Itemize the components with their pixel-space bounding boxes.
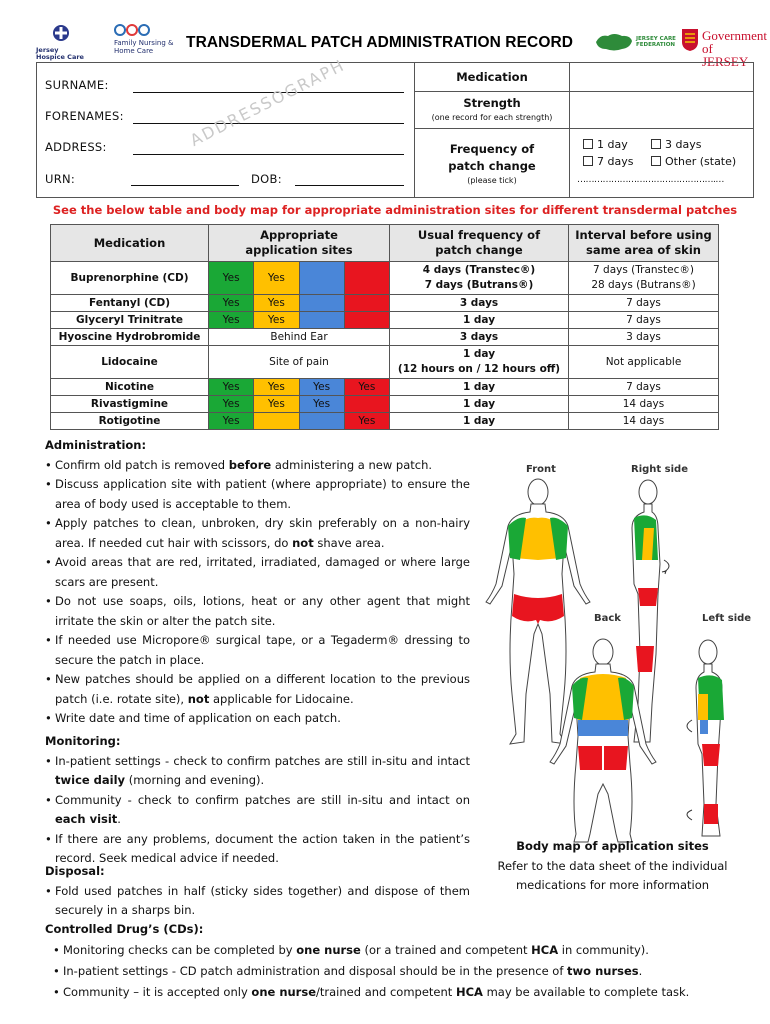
list-item-emphasis: each visit: [55, 812, 118, 826]
site-cell: Yes: [299, 396, 344, 413]
site-cell: Yes: [254, 396, 299, 413]
site-cell: [299, 262, 344, 295]
list-item: [53, 961, 760, 982]
frequency-line: 3 days: [459, 330, 499, 343]
logo-fnhc-text: Family Nursing & Home Care: [114, 39, 174, 55]
site-cell: [299, 295, 344, 312]
list-item-emphasis: before: [228, 457, 272, 472]
frequency-line: 1 day: [462, 414, 496, 427]
site-cell: Yes: [209, 262, 254, 295]
table-row: [51, 262, 719, 295]
frequency-label: [415, 141, 569, 175]
table-row: [51, 396, 719, 413]
monitoring-list: [45, 752, 470, 869]
list-item-text: Monitoring checks can be completed by: [63, 943, 297, 957]
site-cell: [299, 312, 344, 329]
list-item-text: may be available to complete task.: [482, 985, 690, 999]
frequency-cell: [390, 312, 569, 329]
frequency-label-line2: patch change: [448, 159, 536, 173]
list-item-emphasis: one nurse: [296, 943, 361, 957]
jersey-care-federation-logo: [594, 30, 676, 56]
medication-label: Medication: [456, 70, 528, 84]
site-cell: Yes: [344, 413, 389, 430]
interval-cell: [569, 379, 719, 396]
strength-field[interactable]: [571, 93, 753, 127]
list-item: [45, 514, 470, 553]
header-interval: [569, 225, 719, 262]
disposal-heading: Disposal:: [45, 864, 105, 878]
interval-line: 7 days: [626, 296, 661, 309]
medication-field[interactable]: [571, 64, 753, 90]
frequency-cell: [390, 329, 569, 346]
medication-name-cell: Glyceryl Trinitrate: [51, 312, 209, 329]
body-map-caption-line2: medications for more information: [515, 878, 710, 892]
header-interval-line1: Interval before using: [575, 228, 712, 242]
list-item-text: administering a new patch.: [271, 457, 433, 472]
frequency-cell: [390, 413, 569, 430]
other-state-line[interactable]: ………………………………………….…: [577, 175, 724, 185]
monitoring-heading: Monitoring:: [45, 734, 121, 748]
site-cell: [344, 295, 389, 312]
body-map-caption-line1: Refer to the data sheet of the individual: [497, 859, 728, 873]
surname-label: SURNAME:: [45, 78, 109, 92]
interval-line: 7 days: [626, 313, 661, 326]
checkbox-3-days[interactable]: [651, 139, 661, 149]
interval-cell: [569, 396, 719, 413]
table-row: [51, 312, 719, 329]
dob-label: DOB:: [251, 172, 282, 186]
option-7-days[interactable]: [583, 155, 633, 168]
interval-line: 14 days: [622, 414, 665, 427]
jersey-crest-icon: [681, 28, 699, 52]
option-7-days-label: 7 days: [597, 155, 634, 168]
frequency-cell: [390, 262, 569, 295]
list-item-emphasis: not: [187, 691, 210, 706]
frequency-line: 1 day: [462, 380, 496, 393]
frequency-line: 4 days (Transtec®): [422, 264, 536, 276]
option-3-days[interactable]: [651, 138, 701, 151]
patient-details-box: [36, 55, 754, 198]
fnhc-logo-icon: [114, 24, 150, 36]
interval-cell: [569, 346, 719, 379]
list-item-text: If needed use Micropore® surgical tape, or a Tegaderm® dressing to secure the patch in place.: [55, 633, 470, 667]
table-row: [51, 329, 719, 346]
site-cell: [344, 312, 389, 329]
dob-field[interactable]: [295, 185, 404, 186]
list-item: [45, 631, 470, 670]
medication-name-cell: Hyoscine Hydrobromide: [51, 329, 209, 346]
notice-text: See the below table and body map for appropriate administration sites for different transdermal patches: [52, 203, 738, 217]
frequency-cell: [390, 396, 569, 413]
address-field[interactable]: [133, 154, 404, 155]
list-item: [45, 752, 470, 791]
list-item-text: Fold used patches in half (sticky sides together) and dispose of them securely in a sharps bin.: [55, 883, 470, 917]
frequency-cell: [390, 346, 569, 379]
interval-cell: [569, 312, 719, 329]
option-other-label: Other (state): [665, 155, 737, 168]
controlled-drugs-section: [45, 919, 760, 1003]
list-item-text: (or a trained and competent: [360, 943, 532, 957]
site-cell: [299, 413, 344, 430]
medication-name-cell: Rotigotine: [51, 413, 209, 430]
medication-name-cell: Fentanyl (CD): [51, 295, 209, 312]
list-item: [45, 791, 470, 830]
list-item-text: Community – it is accepted only: [63, 985, 252, 999]
list-item-text: Confirm old patch is removed: [55, 457, 229, 472]
table-row: [51, 295, 719, 312]
list-item-emphasis: not: [292, 535, 314, 550]
medication-name-cell: Buprenorphine (CD): [51, 262, 209, 295]
list-item: [45, 456, 470, 476]
header-freq-line1: Usual frequency of: [417, 228, 541, 242]
frequency-note: (please tick): [467, 176, 517, 185]
monitoring-section: [45, 732, 470, 869]
frequency-line: 3 days: [459, 296, 499, 309]
interval-cell: [569, 329, 719, 346]
government-of-jersey-logo: [681, 28, 767, 69]
table-body: [51, 262, 719, 430]
header-sites-line2: application sites: [245, 243, 353, 257]
controlled-list: [45, 940, 760, 1003]
frequency-cell: [390, 379, 569, 396]
hospice-logo-icon: [36, 24, 86, 44]
header-sites-line1: Appropriate: [260, 228, 338, 242]
list-item-text: /trained and competent: [316, 985, 456, 999]
front-label: Front: [526, 464, 556, 475]
logo-jcf-text: JERSEY CARE FEDERATION: [636, 36, 676, 48]
list-item-text: in community).: [558, 943, 649, 957]
header-interval-line2: same area of skin: [586, 243, 701, 257]
controlled-heading: Controlled Drug’s (CDs):: [45, 922, 204, 936]
frequency-line: 1 day: [462, 348, 496, 360]
site-cell: Yes: [299, 379, 344, 396]
jersey-hospice-logo: [36, 24, 86, 61]
body-map: [468, 460, 758, 840]
frequency-cell: [390, 295, 569, 312]
list-item: [53, 940, 760, 961]
interval-cell: [569, 262, 719, 295]
table-row: [51, 379, 719, 396]
frequency-line: 1 day: [462, 397, 496, 410]
medication-name-cell: Nicotine: [51, 379, 209, 396]
addressograph-watermark: ADDRESSOGRAPH: [187, 55, 349, 150]
site-cell: Yes: [254, 262, 299, 295]
header-medication: Medication: [51, 225, 209, 262]
interval-line: 14 days: [622, 397, 665, 410]
medication-name-cell: Lidocaine: [51, 346, 209, 379]
site-cell: Yes: [344, 379, 389, 396]
site-cell: Yes: [254, 295, 299, 312]
site-cell: Yes: [209, 312, 254, 329]
list-item-emphasis: twice daily: [55, 773, 126, 787]
divider-row-1: [414, 91, 754, 92]
list-item-text: Discuss application site with patient (where appropriate) to ensure the area of body used is acceptable to them.: [55, 477, 470, 511]
list-item-emphasis: two nurses: [567, 964, 639, 978]
interval-line: 7 days: [626, 380, 661, 393]
site-cell: [344, 396, 389, 413]
jersey-island-icon: [594, 30, 634, 54]
list-item-text: Avoid areas that are red, irritated, irradiated, damaged or where large scars are present.: [55, 555, 470, 589]
list-item: [45, 709, 470, 729]
site-cell: Yes: [254, 312, 299, 329]
table-header-row: [51, 225, 719, 262]
site-cell: Yes: [209, 413, 254, 430]
list-item-text: .: [638, 964, 643, 978]
forenames-label: FORENAMES:: [45, 109, 124, 123]
list-item-text: New patches should be applied on a different location to the previous patch (i.e. rotate site),: [55, 672, 470, 706]
list-item-emphasis: one nurse: [251, 985, 317, 999]
table-row: [51, 346, 719, 379]
site-cell: Yes: [209, 379, 254, 396]
strength-note: (one record for each strength): [431, 113, 553, 122]
interval-line: 3 days: [626, 330, 661, 343]
patch-sites-table: [50, 224, 719, 430]
checkbox-other[interactable]: [651, 156, 661, 166]
option-1-day-label: 1 day: [597, 138, 628, 151]
site-text-cell: Site of pain: [209, 346, 390, 379]
interval-line: Not applicable: [605, 355, 682, 368]
back-label: Back: [594, 613, 621, 624]
urn-label: URN:: [45, 172, 76, 186]
interval-line: 7 days (Transtec®): [593, 264, 694, 276]
logo-gov-text: Government of JERSEY: [702, 28, 767, 69]
header-freq-line2: patch change: [435, 243, 523, 257]
logo-hospice-text: Jersey Hospice Care: [36, 46, 84, 61]
list-item-text: If there are any problems, document the action taken in the patient’s record. Seek medical advice if needed.: [55, 831, 470, 865]
checkbox-1-day[interactable]: [583, 139, 593, 149]
list-item-text: In-patient settings - check to confirm patches are still in-situ and intact: [55, 753, 470, 768]
list-item-text: shave area.: [313, 535, 385, 550]
strength-label: Strength: [463, 96, 521, 110]
body-figures: [468, 474, 758, 844]
list-item-emphasis: HCA: [455, 985, 483, 999]
administration-list: [45, 456, 470, 729]
body-map-title: Body map of application sites: [516, 839, 709, 853]
list-item: [45, 670, 470, 709]
list-item: [45, 553, 470, 592]
administration-section: [45, 436, 470, 729]
list-item-text: Community - check to confirm patches are still in-situ and intact on: [55, 792, 470, 807]
site-cell: Yes: [209, 396, 254, 413]
frequency-label-line1: Frequency of: [449, 142, 535, 156]
table-row: [51, 413, 719, 430]
interval-line: 28 days (Butrans®): [591, 279, 696, 291]
frequency-line: 1 day: [462, 313, 496, 326]
family-nursing-logo: [114, 24, 182, 55]
divider-row-2: [414, 128, 754, 129]
list-item-text: In-patient settings - CD patch administration and disposal should be in the presence of: [63, 964, 568, 978]
option-3-days-label: 3 days: [665, 138, 702, 151]
disposal-list: [45, 882, 470, 921]
right-side-label: Right side: [631, 464, 688, 475]
header-frequency: [390, 225, 569, 262]
divider-right: [569, 63, 570, 197]
site-cell: [344, 262, 389, 295]
site-cell: Yes: [254, 379, 299, 396]
frequency-line: 7 days (Butrans®): [424, 279, 534, 291]
page-title: TRANSDERMAL PATCH ADMINISTRATION RECORD: [186, 34, 574, 51]
list-item-text: .: [117, 812, 121, 826]
header-sites: [209, 225, 390, 262]
site-text-cell: Behind Ear: [209, 329, 390, 346]
disposal-section: [45, 862, 470, 921]
checkbox-7-days[interactable]: [583, 156, 593, 166]
list-item-text: applicable for Lidocaine.: [209, 691, 354, 706]
site-cell: [254, 413, 299, 430]
list-item: [45, 592, 470, 631]
forenames-field[interactable]: [133, 123, 404, 124]
left-side-figure-icon: [687, 640, 724, 836]
frequency-line: (12 hours on / 12 hours off): [397, 363, 561, 375]
list-item: [53, 982, 760, 1003]
option-other[interactable]: [651, 155, 736, 168]
interval-cell: [569, 295, 719, 312]
list-item-text: (morning and evening).: [125, 773, 265, 787]
site-cell: Yes: [209, 295, 254, 312]
medication-name-cell: Rivastigmine: [51, 396, 209, 413]
list-item-emphasis: HCA: [531, 943, 559, 957]
list-item: [45, 475, 470, 514]
left-side-label: Left side: [702, 613, 752, 624]
list-item-text: Apply patches to clean, unbroken, dry skin preferably on a non-hairy area. If needed cut hair with scissors, do: [55, 516, 470, 550]
urn-field[interactable]: [131, 185, 239, 186]
interval-cell: [569, 413, 719, 430]
option-1-day[interactable]: [583, 138, 628, 151]
administration-heading: Administration:: [45, 438, 147, 452]
list-item-text: Do not use soaps, oils, lotions, heat or any other agent that might irritate the skin or alter the patch site.: [55, 594, 470, 628]
list-item-text: Write date and time of application on each patch.: [55, 711, 341, 725]
page-header: [36, 24, 767, 69]
list-item: [45, 882, 470, 921]
address-label: ADDRESS:: [45, 140, 107, 154]
